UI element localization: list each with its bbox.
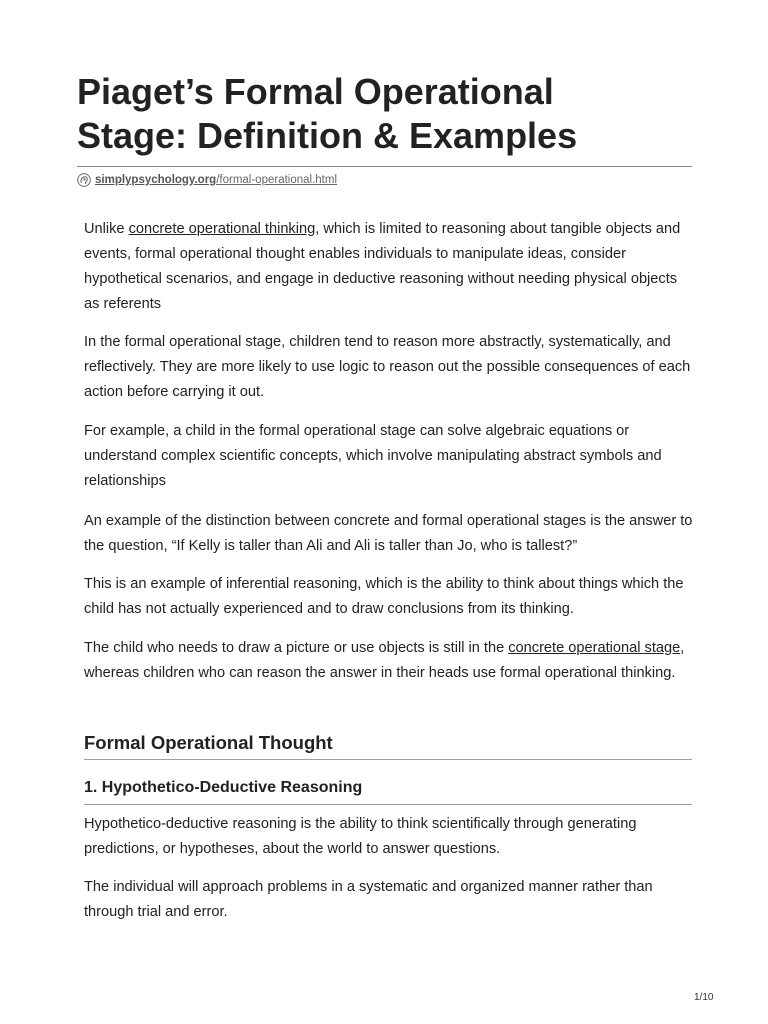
paragraph-6 (84, 636, 696, 686)
paragraph-5: This is an example of inferential reasoning, which is the ability to think about things which the child has not actually experienced and to draw conclusions from its thinking. (84, 576, 684, 617)
paragraph-1-after: , which is limited to reasoning about tangible objects and events, formal operational thought enables individuals to manipulate ideas, consider hypothetical scenarios, and engage in deductive reasoning without needing physical objects as referents (84, 221, 681, 312)
paragraph-6-before: The child who needs to draw a picture or use objects is still in the (84, 640, 509, 656)
title-line-2: Stage: Definition & Examples (77, 115, 578, 156)
source-domain[interactable]: simplypsychology.org (95, 174, 217, 186)
site-favicon-icon (77, 173, 91, 187)
concrete-operational-stage-link[interactable]: concrete operational stage (508, 640, 681, 656)
paragraph-3: For example, a child in the formal operational stage can solve algebraic equations or understand complex scientific concepts, which involve manipulating abstract symbols and relationships (84, 423, 662, 489)
paragraph-2: In the formal operational stage, children tend to reason more abstractly, systematically, and reflectively. They are more likely to use logic to reason out the possible consequences of each action before carrying it out. (84, 334, 691, 400)
paragraph-8: The individual will approach problems in a systematic and organized manner rather than through trial and error. (84, 879, 653, 920)
title-divider (77, 166, 692, 167)
page-title (77, 70, 717, 158)
paragraph-7: Hypothetico-deductive reasoning is the ability to think scientifically through generating predictions, or hypotheses, about the world to answer questions. (84, 816, 637, 857)
section-heading: Formal Operational Thought (84, 732, 333, 753)
title-line-1: Piaget’s Formal Operational (77, 71, 554, 112)
concrete-operational-thinking-link[interactable]: concrete operational thinking (128, 221, 316, 237)
subsection-heading: 1. Hypothetico-Deductive Reasoning (84, 779, 363, 796)
paragraph-1 (84, 217, 696, 317)
subsection-divider (84, 804, 692, 805)
paragraph-4: An example of the distinction between concrete and formal operational stages is the answer to the question, “If Kelly is taller than Ali and Ali is taller than Jo, who is tallest?” (84, 513, 693, 554)
section-divider (84, 759, 692, 760)
paragraph-6-after: , whereas children who can reason the answer in their heads use formal operational thinking. (84, 640, 685, 681)
page-number: 1/10 (694, 992, 714, 1003)
source-link[interactable] (77, 172, 337, 188)
source-path[interactable]: /formal-operational.html (216, 174, 338, 186)
paragraph-1-before: Unlike (84, 221, 129, 237)
